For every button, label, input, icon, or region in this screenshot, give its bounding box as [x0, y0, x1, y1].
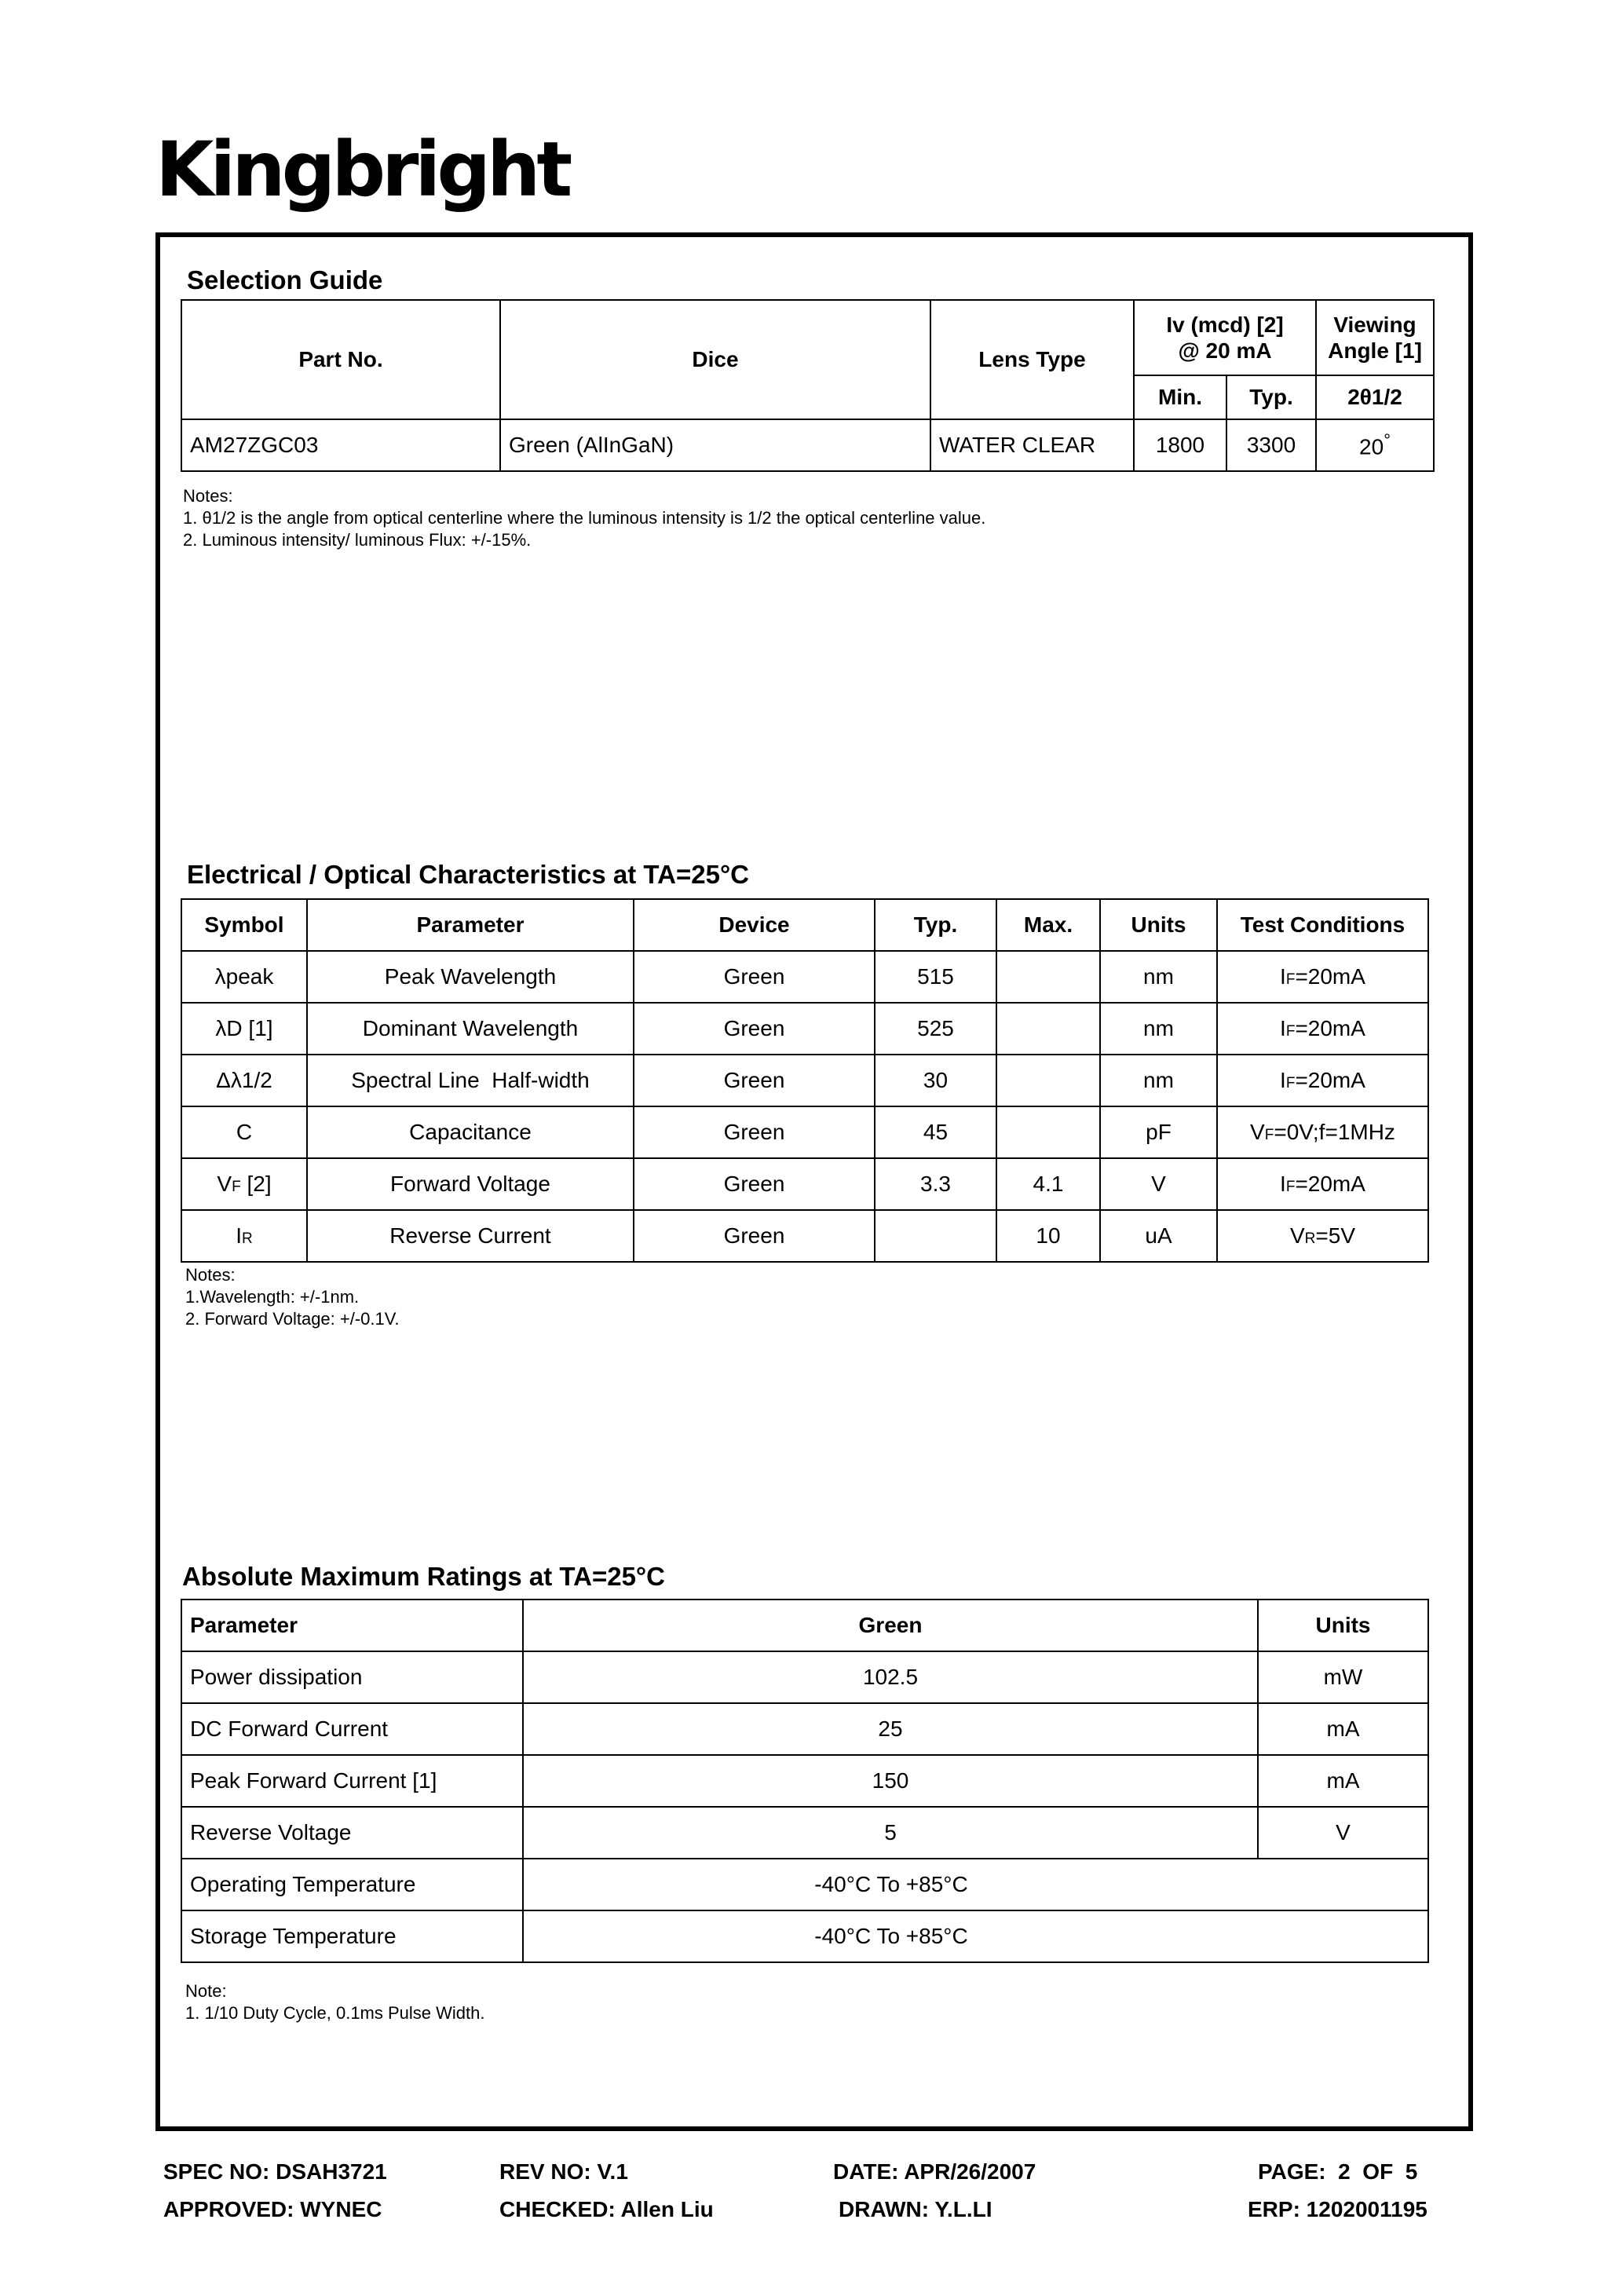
max-cell [996, 951, 1100, 1003]
table-row [181, 1651, 1428, 1703]
test-condition-cell: VR=5V [1217, 1210, 1428, 1262]
header-typ: Typ. [1226, 375, 1316, 419]
device-cell: Green [634, 951, 875, 1003]
max-cell [996, 1106, 1100, 1158]
device-cell: Green [634, 1055, 875, 1106]
units-cell: pF [1100, 1106, 1217, 1158]
max-cell [996, 1003, 1100, 1055]
header-part-no: Part No. [181, 300, 500, 419]
header-max: Max. [996, 899, 1100, 951]
header-parameter: Parameter [307, 899, 634, 951]
test-condition-cell: IF=20mA [1217, 1055, 1428, 1106]
parameter-cell: Dominant Wavelength [307, 1003, 634, 1055]
note-line: 1.Wavelength: +/-1nm. [185, 1287, 360, 1307]
spec-no: SPEC NO: DSAH3721 [163, 2159, 387, 2184]
note-line: Notes: [183, 486, 233, 506]
header-min: Min. [1134, 375, 1226, 419]
table-row [181, 1210, 1428, 1262]
device-cell: Green [634, 1158, 875, 1210]
header-dice: Dice [500, 300, 930, 419]
units-cell: V [1258, 1807, 1428, 1859]
parameter-cell: Peak Wavelength [307, 951, 634, 1003]
header-units: Units [1100, 899, 1217, 951]
table-row [181, 1158, 1428, 1210]
electrical-title: Electrical / Optical Characteristics at TA=25°C [187, 860, 749, 889]
max-cell: 4.1 [996, 1158, 1100, 1210]
part-no-cell: AM27ZGC03 [181, 419, 500, 471]
electrical-table [181, 898, 1429, 1263]
test-condition-cell: VF=0V;f=1MHz [1217, 1106, 1428, 1158]
table-row [181, 1910, 1428, 1962]
electrical-notes [185, 1264, 400, 1330]
value-cell: 150 [523, 1755, 1258, 1807]
symbol-cell: Δλ1/2 [181, 1055, 307, 1106]
abs-max-table [181, 1599, 1429, 1963]
typ-cell: 525 [875, 1003, 996, 1055]
typ-cell: 515 [875, 951, 996, 1003]
table-row [181, 1859, 1428, 1910]
header-luminous-intensity [1134, 300, 1316, 375]
dice-cell: Green (AlInGaN) [500, 419, 930, 471]
page-number: PAGE: 2 OF 5 [1258, 2159, 1418, 2184]
viewing-angle-cell [1316, 419, 1434, 471]
header-device: Device [634, 899, 875, 951]
parameter-cell: Spectral Line Half-width [307, 1055, 634, 1106]
header-angle-line2: Angle [1] [1328, 338, 1422, 363]
value-cell: 102.5 [523, 1651, 1258, 1703]
value-cell: 25 [523, 1703, 1258, 1755]
parameter-cell: Operating Temperature [181, 1859, 523, 1910]
table-row [181, 1106, 1428, 1158]
note-line: 2. Luminous intensity/ luminous Flux: +/-15%. [183, 530, 532, 550]
parameter-cell: Reverse Current [307, 1210, 634, 1262]
erp-number: ERP: 1202001195 [1248, 2197, 1427, 2221]
drawn-by: DRAWN: Y.L.LI [839, 2197, 992, 2221]
note-line: 2. Forward Voltage: +/-0.1V. [185, 1309, 400, 1329]
table-row [181, 951, 1428, 1003]
max-cell: 10 [996, 1210, 1100, 1262]
parameter-cell: Peak Forward Current [1] [181, 1755, 523, 1807]
note-line: 1. θ1/2 is the angle from optical centerline where the luminous intensity is 1/2 the optical centerline value. [183, 508, 986, 528]
test-condition-cell: IF=20mA [1217, 1158, 1428, 1210]
parameter-cell: Power dissipation [181, 1651, 523, 1703]
parameter-cell: DC Forward Current [181, 1703, 523, 1755]
header-test-conditions: Test Conditions [1217, 899, 1428, 951]
table-row [181, 1807, 1428, 1859]
units-cell: uA [1100, 1210, 1217, 1262]
header-viewing-angle [1316, 300, 1434, 375]
device-cell: Green [634, 1210, 875, 1262]
temperature-range-cell [523, 1859, 1428, 1910]
device-cell: Green [634, 1106, 875, 1158]
note-line: 1. 1/10 Duty Cycle, 0.1ms Pulse Width. [185, 2003, 485, 2023]
header-symbol: Symbol [181, 899, 307, 951]
iv-min-cell: 1800 [1134, 419, 1226, 471]
iv-typ-cell: 3300 [1226, 419, 1316, 471]
date: DATE: APR/26/2007 [833, 2159, 1036, 2184]
header-units: Units [1258, 1600, 1428, 1651]
header-iv-line2: @ 20 mA [1178, 338, 1272, 363]
kingbright-logo: Kingbright [155, 126, 569, 214]
symbol-cell: C [181, 1106, 307, 1158]
rev-no: REV NO: V.1 [499, 2159, 628, 2184]
header-typ: Typ. [875, 899, 996, 951]
value-cell: 5 [523, 1807, 1258, 1859]
units-cell: nm [1100, 951, 1217, 1003]
symbol-cell: λpeak [181, 951, 307, 1003]
units-cell: nm [1100, 1003, 1217, 1055]
units-cell: V [1100, 1158, 1217, 1210]
parameter-cell: Reverse Voltage [181, 1807, 523, 1859]
table-row [181, 1703, 1428, 1755]
angle-value: 20 [1359, 434, 1384, 459]
max-cell [996, 1055, 1100, 1106]
symbol-cell: IR [181, 1210, 307, 1262]
note-line: Note: [185, 1981, 227, 2001]
approved-by: APPROVED: WYNEC [163, 2197, 382, 2221]
table-row [181, 419, 1434, 471]
test-condition-cell: IF=20mA [1217, 951, 1428, 1003]
temperature-range-text: -40°C To +85°C [814, 1872, 968, 1896]
device-cell: Green [634, 1003, 875, 1055]
table-row [181, 1055, 1428, 1106]
header-iv-line1: Iv (mcd) [2] [1166, 313, 1284, 337]
units-cell: mA [1258, 1755, 1428, 1807]
typ-cell: 3.3 [875, 1158, 996, 1210]
units-cell: mA [1258, 1703, 1428, 1755]
parameter-cell: Capacitance [307, 1106, 634, 1158]
typ-cell [875, 1210, 996, 1262]
checked-by: CHECKED: Allen Liu [499, 2197, 714, 2221]
header-parameter: Parameter [181, 1600, 523, 1651]
note-line: Notes: [185, 1265, 236, 1285]
typ-cell: 45 [875, 1106, 996, 1158]
temperature-range-cell [523, 1910, 1428, 1962]
units-cell: mW [1258, 1651, 1428, 1703]
header-green: Green [523, 1600, 1258, 1651]
parameter-cell: Forward Voltage [307, 1158, 634, 1210]
selection-guide-title: Selection Guide [187, 265, 383, 294]
typ-cell: 30 [875, 1055, 996, 1106]
table-row [181, 1755, 1428, 1807]
abs-max-title: Absolute Maximum Ratings at TA=25°C [182, 1562, 665, 1591]
header-angle-line1: Viewing [1333, 313, 1416, 337]
symbol-cell: VF [2] [181, 1158, 307, 1210]
abs-max-notes [185, 1980, 485, 2024]
symbol-cell: λD [1] [181, 1003, 307, 1055]
temperature-range-text: -40°C To +85°C [814, 1924, 968, 1948]
header-lens-type: Lens Type [930, 300, 1134, 419]
table-row [181, 1003, 1428, 1055]
lens-type-cell: WATER CLEAR [930, 419, 1134, 471]
test-condition-cell: IF=20mA [1217, 1003, 1428, 1055]
degree-symbol: ° [1384, 430, 1391, 451]
header-angle-symbol: 2θ1/2 [1316, 375, 1434, 419]
parameter-cell: Storage Temperature [181, 1910, 523, 1962]
selection-guide-notes [183, 485, 985, 551]
selection-guide-table [181, 299, 1435, 472]
units-cell: nm [1100, 1055, 1217, 1106]
